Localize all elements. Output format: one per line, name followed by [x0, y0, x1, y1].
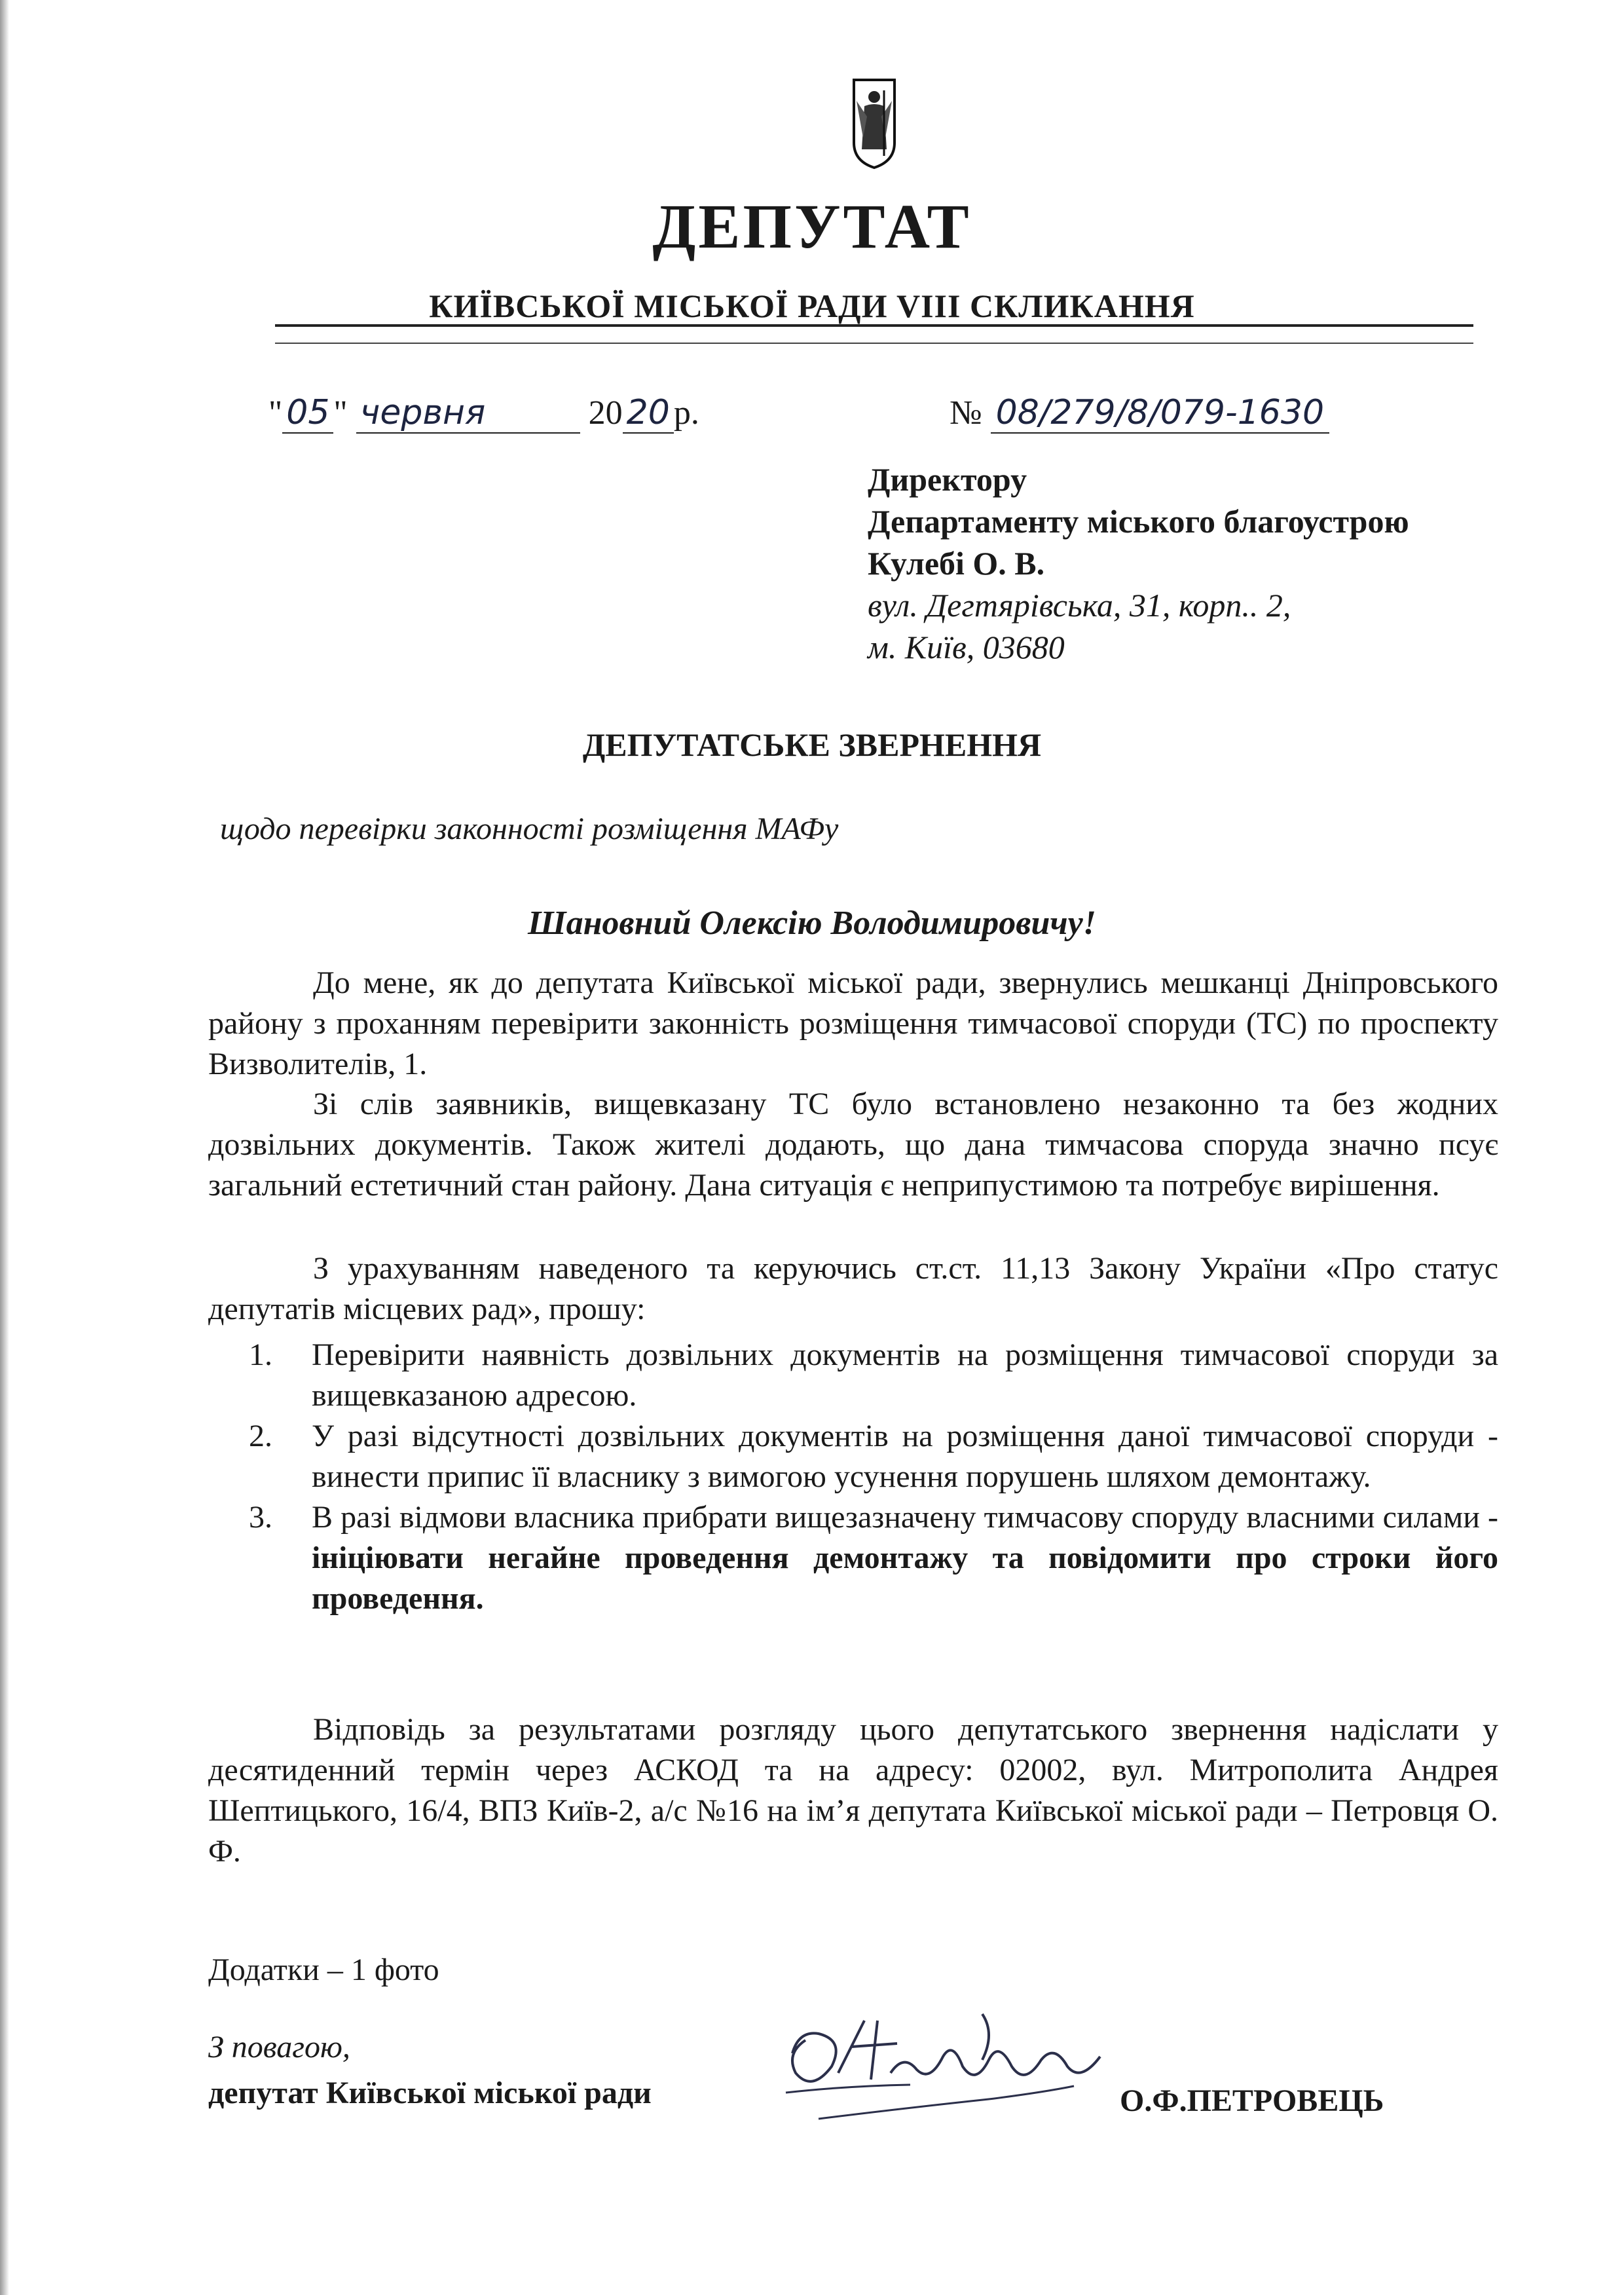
document-date [268, 393, 699, 434]
date-suffix: р. [673, 394, 699, 432]
date-close-quote: " [333, 394, 348, 432]
addressee-block [868, 458, 1409, 668]
header-subtitle: КИЇВСЬКОЇ МІСЬКОЇ РАДИ VIII СКЛИКАННЯ [429, 288, 1195, 324]
date-open-quote: " [268, 394, 283, 432]
paragraph-3: З урахуванням наведеного та керуючись ст.ст. 11,13 Закону України «Про статус депутатів місцевих рад», прошу: [208, 1251, 1498, 1326]
paragraph-4: Відповідь за результатами розгляду цього депутатського звернення надіслати у десятиденний термін через АСКОД та на адресу: 02002, вул. Митрополита Андрея Шептицького, 16/4, ВПЗ Київ-2, а/с №16 на ім’я депутата Київської міської ради – Петровця О. Ф. [208, 1712, 1498, 1869]
attachments-note: Додатки – 1 фото [208, 1952, 439, 1987]
signatory-name: О.Ф.ПЕТРОВЕЦЬ [1120, 2083, 1384, 2118]
scan-edge-shadow [0, 0, 9, 2295]
kyiv-coat-of-arms-icon [851, 77, 897, 170]
list-item-text-plain: В разі відмови власника прибрати вищезазначену тимчасову споруду власними силами - [312, 1500, 1498, 1535]
request-list [249, 1335, 1498, 1619]
list-item-number: 2. [249, 1419, 272, 1453]
list-item-text: Перевірити наявність дозвільних документів на розміщення тимчасової споруди за вищевказаною адресою. [312, 1337, 1498, 1413]
addressee-position: Директору [868, 461, 1027, 498]
list-item-number: 3. [249, 1500, 272, 1535]
signatory-title: депутат Київської міської ради [208, 2076, 652, 2110]
date-year-prefix: 20 [588, 394, 623, 432]
closing-regards: З повагою, [208, 2030, 350, 2064]
header-rule-bottom [275, 343, 1473, 344]
list-item-text [312, 1497, 1498, 1619]
list-item-text: У разі відсутності дозвільних документів на розміщення даної тимчасової споруди - винести припис її власнику з вимогою усунення порушень шляхом демонтажу. [312, 1419, 1498, 1494]
paragraph-2: Зі слів заявників, вищевказану ТС було встановлено незаконно та без жодних дозвільних документів. Також жителі додають, що дана тимчасова споруда значно псує загальний естетичний стан району. Дана ситуація є неприпустимою та потребує вирішення. [208, 1087, 1498, 1203]
addressee-city: м. Київ, 03680 [868, 629, 1065, 665]
salutation: Шановний Олексію Володимировичу! [528, 905, 1096, 942]
paragraph-1: До мене, як до депутата Київської міської ради, звернулись мешканці Дніпровського району з проханням перевірити законність розміщення тимчасової споруди (ТС) по проспекту Визволителів, 1. [208, 965, 1498, 1081]
list-item-text-bold: ініціювати негайне проведення демонтажу та повідомити про строки його проведення. [312, 1540, 1498, 1616]
date-year-suffix: 20 [623, 393, 674, 434]
handwritten-signature [766, 1994, 1159, 2132]
date-month: червня [356, 393, 580, 434]
list-item [249, 1416, 1498, 1497]
addressee-name: Кулебі О. В. [868, 545, 1045, 582]
document-number [950, 393, 1329, 434]
header-rule-top [275, 324, 1473, 327]
date-day: 05 [282, 393, 333, 434]
number-value: 08/279/8/079-1630 [991, 393, 1329, 434]
document-heading: ДЕПУТАТСЬКЕ ЗВЕРНЕННЯ [582, 726, 1042, 763]
document-subject: щодо перевірки законності розміщення МАФу [220, 812, 839, 846]
list-item [249, 1335, 1498, 1416]
list-item-number: 1. [249, 1337, 272, 1372]
header-title: ДЕПУТАТ [652, 191, 972, 261]
addressee-street: вул. Дегтярівська, 31, корп.. 2, [868, 587, 1291, 624]
addressee-department: Департаменту міського благоустрою [868, 503, 1409, 540]
list-item [249, 1497, 1498, 1619]
number-prefix: № [950, 394, 982, 432]
